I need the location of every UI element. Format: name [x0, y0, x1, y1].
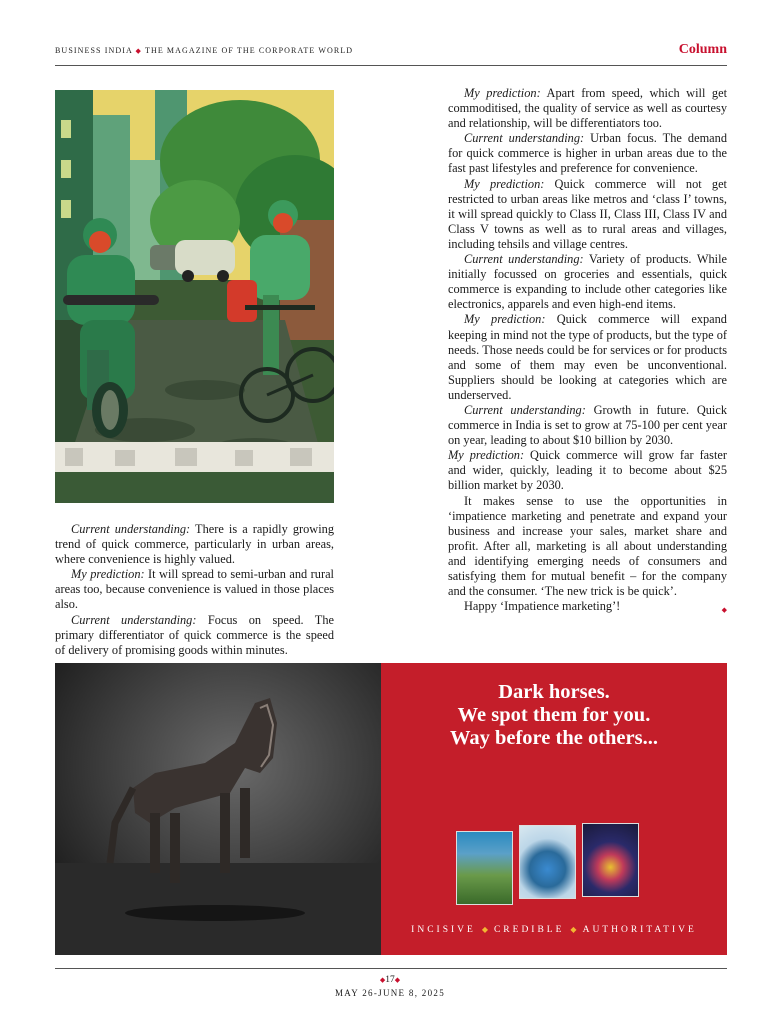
ad-headline-line: Dark horses. [498, 681, 610, 703]
section-label: Column [678, 42, 727, 57]
article-paragraph: Current understanding: Variety of products. While initially focussed on groceries and essentials, quick commerce is expanding to include other categories like electronics, apparels and even high-end items. [448, 252, 727, 312]
publication-tagline: THE MAGAZINE OF THE CORPORATE WORLD [144, 46, 354, 55]
article-column-left [55, 522, 334, 658]
folio-diamond-icon: ◆ [394, 976, 401, 984]
article-paragraph: My prediction: It will spread to semi-urban and rural areas too, because convenience is valued in those places also. [55, 567, 334, 612]
page-number: ◆17◆ [379, 975, 401, 985]
tagline-diamond-icon: ◆ [570, 925, 577, 934]
running-head [55, 46, 353, 55]
tagline-diamond-icon: ◆ [481, 925, 488, 934]
header-rule [55, 65, 727, 66]
magazine-cover-image [582, 823, 639, 897]
article-paragraph: Current understanding: Focus on speed. The primary differentiator of quick commerce is the speed of delivery of promising goods within minutes. [55, 612, 334, 657]
article-paragraph: My prediction: Quick commerce will grow far faster and wider, quickly, leading it to become about $25 billion market by 2030. [448, 448, 727, 493]
ad-headline-line: We spot them for you. [457, 704, 651, 726]
article-column-right [448, 86, 727, 618]
signoff-line: Happy ‘Impatience marketing’! ◆ [448, 599, 727, 614]
article-paragraph: Current understanding: Urban focus. The demand for quick commerce is higher in urban areas due to the fast past lifestyles and preference for convenience. [448, 131, 727, 176]
horse-figurine-photo [55, 663, 381, 955]
article-paragraph: My prediction: Quick commerce will not get restricted to urban areas like metros and ‘class I’ towns, it will spread quickly to Class II, Class III, Class IV and Class V towns as well as to rural areas and villages, including tehsils and village centres. [448, 176, 727, 251]
footer-rule [55, 968, 727, 969]
publication-name: BUSINESS INDIA [55, 46, 133, 55]
closing-paragraph: It makes sense to use the opportunities in ‘impatience marketing and penetrate and expand your business and increase your sales, market share and profit. After all, marketing is all about understanding and identifying emerging needs of consumers and satisfying them for mutual benefit – for the company and the consumer. ‘The new trick is be quick’. [448, 493, 727, 599]
magazine-cover-image [519, 825, 576, 899]
article-paragraph: My prediction: Apart from speed, which will get commoditised, the quality of service as well as courtesy and relationship, will be differentiators too. [448, 86, 727, 131]
ad-headline-line: Way before the others... [449, 727, 658, 749]
magazine-covers [456, 823, 646, 903]
advertisement [55, 663, 727, 955]
ad-tagline: INCISIVE ◆ CREDIBLE ◆ AUTHORITATIVE [411, 925, 697, 935]
header-diamond-icon: ◆ [135, 47, 143, 55]
ad-headline [381, 681, 727, 750]
folio-diamond-icon: ◆ [379, 976, 386, 984]
page-header [55, 42, 727, 64]
issue-date: MAY 26-JUNE 8, 2025 [334, 988, 446, 998]
end-mark-icon: ◆ [721, 606, 727, 615]
delivery-riders-illustration [55, 90, 334, 503]
article-paragraph: Current understanding: There is a rapidly growing trend of quick commerce, particularly in urban areas, where convenience is highly valued. [55, 522, 334, 567]
article-paragraph: Current understanding: Growth in future. Quick commerce in India is set to grow at 75-100 per cent year on year, leading to about $10 billion by 2030. [448, 402, 727, 448]
article-paragraph: My prediction: Quick commerce will expand keeping in mind not the type of products, but the type of needs. Those needs could be for services or for products and some of them may even be unconventional. Suppliers should be looking at categories which are underserved. [448, 312, 727, 402]
ad-red-panel [381, 663, 727, 955]
magazine-cover-image [456, 831, 513, 905]
